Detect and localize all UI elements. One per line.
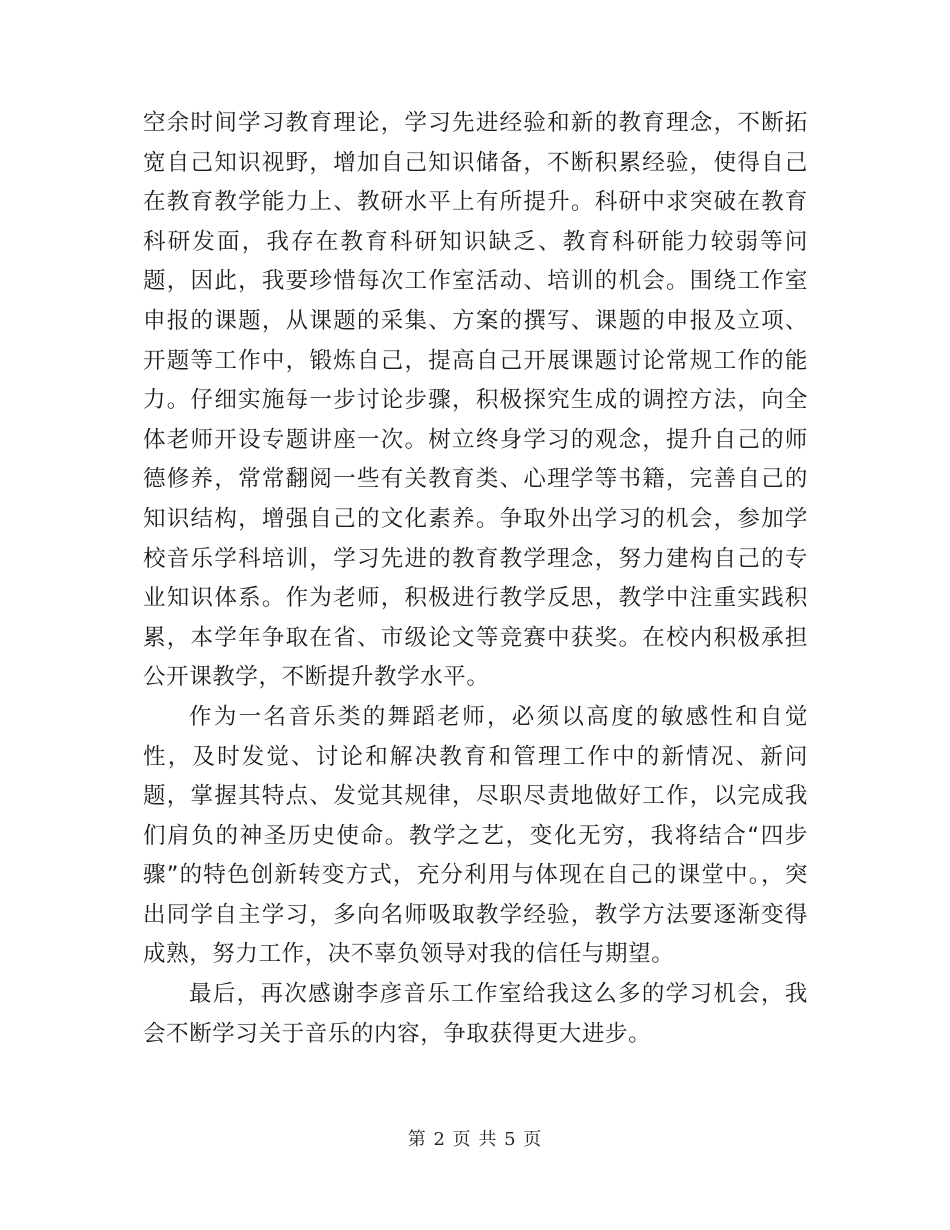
footer-total-pages: 5 (504, 1129, 517, 1150)
paragraph-continuation: 空余时间学习教育理论，学习先进经验和新的教育理念，不断拓宽自己知识视野，增加自己知识储备，不断积累经验，使得自己在教育教学能力上、教研水平上有所提升。科研中求突破在教育科研发面，我存在教育科研知识缺乏、教育科研能力较弱等问题，因此，我要珍惜每次工作室活动、培训的机会。围绕工作室申报的课题，从课题的采集、方案的撰写、课题的申报及立项、开题等工作中，锻炼自己，提高自己开展课题讨论常规工作的能力。仔细实施每一步讨论步骤，积极探究生成的调控方法，向全体老师开设专题讲座一次。树立终身学习的观念，提升自己的师德修养，常常翻阅一些有关教育类、心理学等书籍，完善自己的知识结构，增强自己的文化素养。争取外出学习的机会，参加学校音乐学科培训，学习先进的教育教学理念，努力建构自己的专业知识体系。作为老师，积极进行教学反思，教学中注重实践积累，本学年争取在省、市级论文等竞赛中获奖。在校内积极承担公开课教学，不断提升教学水平。 (143, 110, 808, 691)
footer-total-word: 共 (478, 1129, 498, 1150)
footer-prefix: 第 (407, 1129, 427, 1150)
paragraph-teacher-mission: 作为一名音乐类的舞蹈老师，必须以高度的敏感性和自觉性，及时发觉、讨论和解决教育和管理工作中的新情况、新问题，掌握其特点、发觉其规律，尽职尽责地做好工作，以完成我们肩负的神圣历史使命。教学之艺，变化无穷，我将结合“四步骤”的特色创新转变方式，充分利用与体现在自己的课堂中。，突出同学自主学习，多向名师吸取教学经验，教学方法要逐渐变得成熟，努力工作，决不辜负领导对我的信任与期望。 (143, 703, 808, 968)
document-body (143, 104, 808, 1054)
paragraph-closing-thanks: 最后，再次感谢李彦音乐工作室给我这么多的学习机会，我会不断学习关于音乐的内容，争取获得更大进步。 (143, 981, 808, 1047)
page-footer (0, 1125, 950, 1151)
footer-suffix: 页 (523, 1129, 543, 1150)
footer-page-word: 页 (452, 1129, 472, 1150)
footer-current-page: 2 (433, 1129, 446, 1150)
